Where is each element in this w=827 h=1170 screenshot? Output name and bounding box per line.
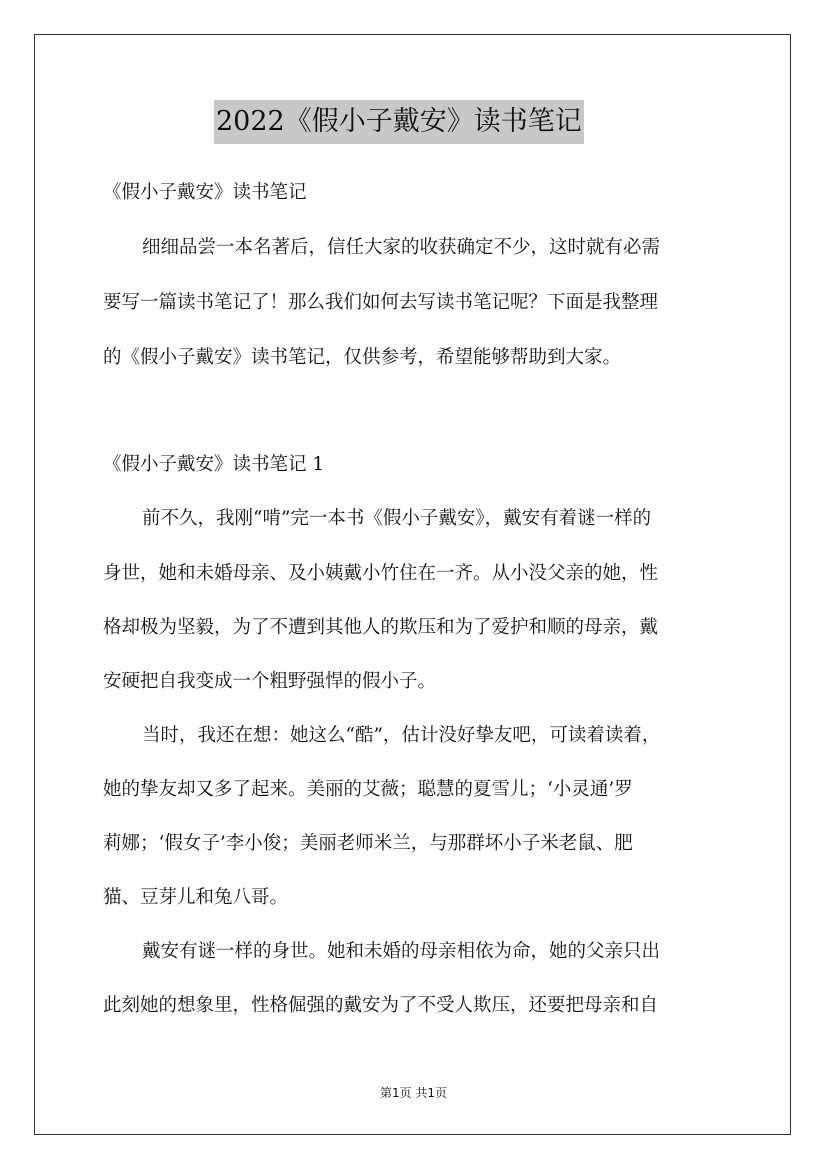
- paragraph-line: 她的挚友却又多了起来。美丽的艾薇；聪慧的夏雪儿；‘小灵通’罗: [103, 779, 633, 800]
- paragraph-line: 猫、豆芽儿和兔八哥。: [103, 887, 289, 908]
- paragraph-line: 前不久，我刚“啃”完一本书《假小子戴安》，戴安有着谜一样的: [142, 508, 652, 529]
- intro-line: 要写一篇读书笔记了！那么我们如何去写读书笔记呢？下面是我整理: [103, 292, 659, 313]
- paragraph-line: 当时，我还在想：她这么“酷”，估计没好挚友吧，可读着读着，: [142, 725, 661, 746]
- paragraph-line: 身世，她和未婚母亲、及小姨戴小竹住在一齐。从小没父亲的她，性: [103, 563, 659, 584]
- paragraph-line: 此刻她的想象里，性格倔强的戴安为了不受人欺压，还要把母亲和自: [103, 995, 659, 1016]
- document-subtitle: 《假小子戴安》读书笔记: [103, 182, 307, 203]
- paragraph-line: 莉娜；‘假女子’李小俊；美丽老师米兰，与那群坏小子米老鼠、肥: [103, 833, 633, 854]
- intro-line: 的《假小子戴安》读书笔记，仅供参考，希望能够帮助到大家。: [103, 347, 622, 368]
- paragraph-line: 格却极为坚毅，为了不遭到其他人的欺压和为了爱护和顺的母亲，戴: [103, 617, 659, 638]
- intro-line: 细细品尝一本名著后，信任大家的收获确定不少，这时就有必需: [142, 237, 661, 258]
- document-title: 2022《假小子戴安》读书笔记: [214, 100, 584, 144]
- paragraph-line: 戴安有谜一样的身世。她和未婚的母亲相依为命，她的父亲只出: [142, 941, 661, 962]
- page-number: 第1页 共1页: [379, 1086, 448, 1100]
- paragraph-line: 安硬把自我变成一个粗野强悍的假小子。: [103, 671, 437, 692]
- section-heading: 《假小子戴安》读书笔记 1: [103, 454, 325, 475]
